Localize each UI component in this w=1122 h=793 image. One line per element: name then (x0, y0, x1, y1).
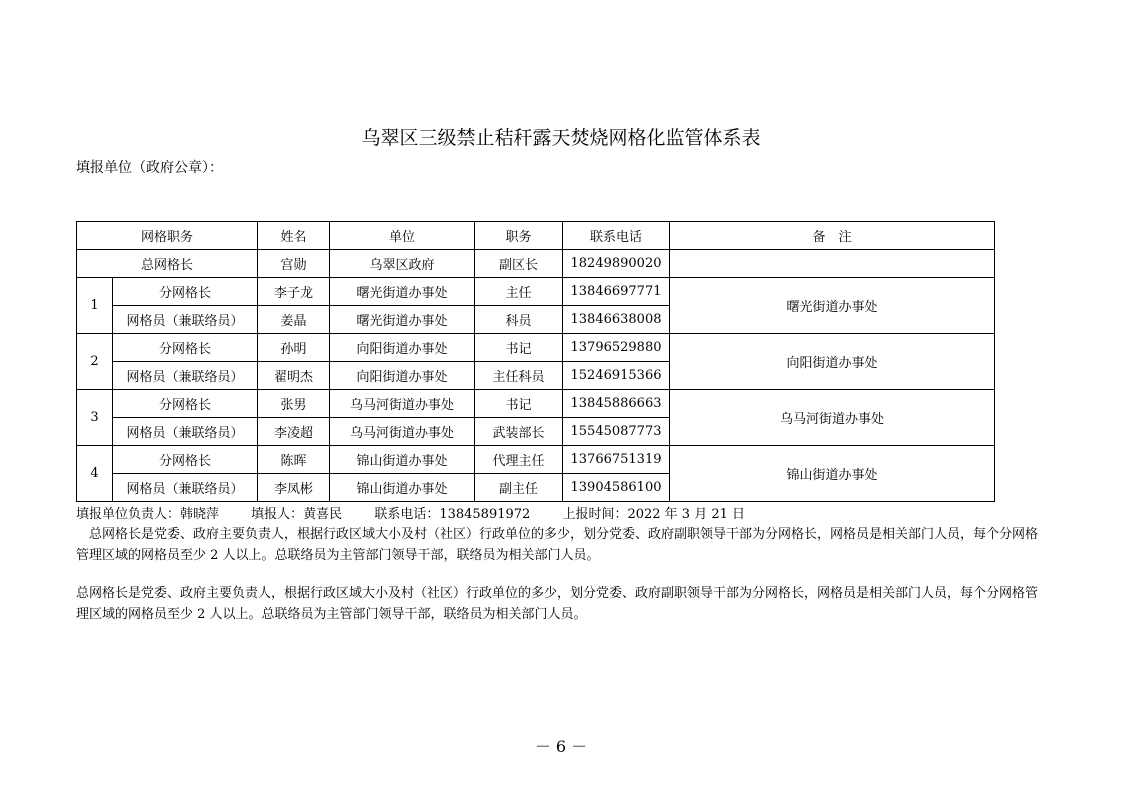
row-unit: 锦山街道办事处 (330, 446, 475, 474)
header-unit: 单位 (330, 222, 475, 250)
table-row (77, 334, 995, 362)
table-header-row (77, 222, 995, 250)
row-position: 副主任 (475, 474, 563, 502)
row-name: 李凤彬 (258, 474, 330, 502)
chief-position: 副区长 (475, 250, 563, 278)
explanation-note: 总网格长是党委、政府主要负责人，根据行政区域大小及村（社区）行政单位的多少，划分党委、政府副职领导干部为分网格长，网格员是相关部门人员，每个分网格管理区域的网格员至少 2 人以上。总联络员为主管部门领导干部，联络员为相关部门人员。 (76, 527, 1039, 563)
chief-role: 总网格长 (77, 250, 258, 278)
row-position: 代理主任 (475, 446, 563, 474)
row-name: 陈晖 (258, 446, 330, 474)
row-name: 李子龙 (258, 278, 330, 306)
row-name: 翟明杰 (258, 362, 330, 390)
group-note: 乌马河街道办事处 (670, 390, 995, 446)
row-role: 分网格长 (113, 390, 258, 418)
row-role: 分网格长 (113, 334, 258, 362)
row-position: 书记 (475, 390, 563, 418)
row-phone: 15545087773 (563, 418, 670, 446)
group-index: 4 (77, 446, 113, 502)
row-unit: 乌马河街道办事处 (330, 390, 475, 418)
row-unit: 向阳街道办事处 (330, 362, 475, 390)
row-role: 网格员（兼联络员） (113, 306, 258, 334)
header-phone: 联系电话 (563, 222, 670, 250)
report-footer (76, 506, 773, 524)
header-position: 职务 (475, 222, 563, 250)
chief-row (77, 250, 995, 278)
row-phone: 13846697771 (563, 278, 670, 306)
row-unit: 乌马河街道办事处 (330, 418, 475, 446)
row-phone: 13846638008 (563, 306, 670, 334)
group-index: 1 (77, 278, 113, 334)
row-phone: 13766751319 (563, 446, 670, 474)
group-note: 锦山街道办事处 (670, 446, 995, 502)
group-note: 向阳街道办事处 (670, 334, 995, 390)
row-phone: 13796529880 (563, 334, 670, 362)
row-name: 孙明 (258, 334, 330, 362)
row-name: 李凌超 (258, 418, 330, 446)
chief-unit: 乌翠区政府 (330, 250, 475, 278)
row-unit: 向阳街道办事处 (330, 334, 475, 362)
row-role: 分网格长 (113, 446, 258, 474)
chief-name: 宫勋 (258, 250, 330, 278)
row-role: 网格员（兼联络员） (113, 418, 258, 446)
row-position: 武装部长 (475, 418, 563, 446)
document-title: 乌翠区三级禁止秸秆露天焚烧网格化监管体系表 (361, 127, 761, 149)
grid-supervision-table (76, 221, 995, 502)
row-position: 主任 (475, 278, 563, 306)
chief-phone: 18249890020 (563, 250, 670, 278)
filler-unit-label: 填报单位（政府公章）： (76, 160, 223, 176)
group-index: 2 (77, 334, 113, 390)
table-row (77, 390, 995, 418)
row-role: 网格员（兼联络员） (113, 474, 258, 502)
row-phone: 15246915366 (563, 362, 670, 390)
row-position: 书记 (475, 334, 563, 362)
row-position: 科员 (475, 306, 563, 334)
responsible-person: 填报单位负责人：韩晓萍 (76, 507, 220, 522)
row-phone: 13904586100 (563, 474, 670, 502)
table-row (77, 278, 995, 306)
row-unit: 曙光街道办事处 (330, 306, 475, 334)
row-unit: 锦山街道办事处 (330, 474, 475, 502)
row-name: 姜晶 (258, 306, 330, 334)
group-index: 3 (77, 390, 113, 446)
table-row (77, 446, 995, 474)
row-name: 张男 (258, 390, 330, 418)
row-role: 网格员（兼联络员） (113, 362, 258, 390)
group-note: 曙光街道办事处 (670, 278, 995, 334)
explanation-note-repeat: 总网格长是党委、政府主要负责人，根据行政区域大小及村（社区）行政单位的多少，划分党委、政府副职领导干部为分网格长，网格员是相关部门人员，每个分网格管理区域的网格员至少 2 人以上。总联络员为主管部门领导干部，联络员为相关部门人员。 (76, 586, 1039, 622)
header-name: 姓名 (258, 222, 330, 250)
chief-note (670, 250, 995, 278)
header-role: 网格职务 (77, 222, 258, 250)
row-unit: 曙光街道办事处 (330, 278, 475, 306)
header-note: 备 注 (670, 222, 995, 250)
contact-phone: 联系电话：13845891972 (374, 507, 531, 522)
report-time: 上报时间：2022 年 3 月 21 日 (562, 507, 745, 522)
page-number: － 6 － (534, 737, 588, 756)
reporter: 填报人：黄喜民 (251, 507, 343, 522)
row-role: 分网格长 (113, 278, 258, 306)
row-position: 主任科员 (475, 362, 563, 390)
row-phone: 13845886663 (563, 390, 670, 418)
